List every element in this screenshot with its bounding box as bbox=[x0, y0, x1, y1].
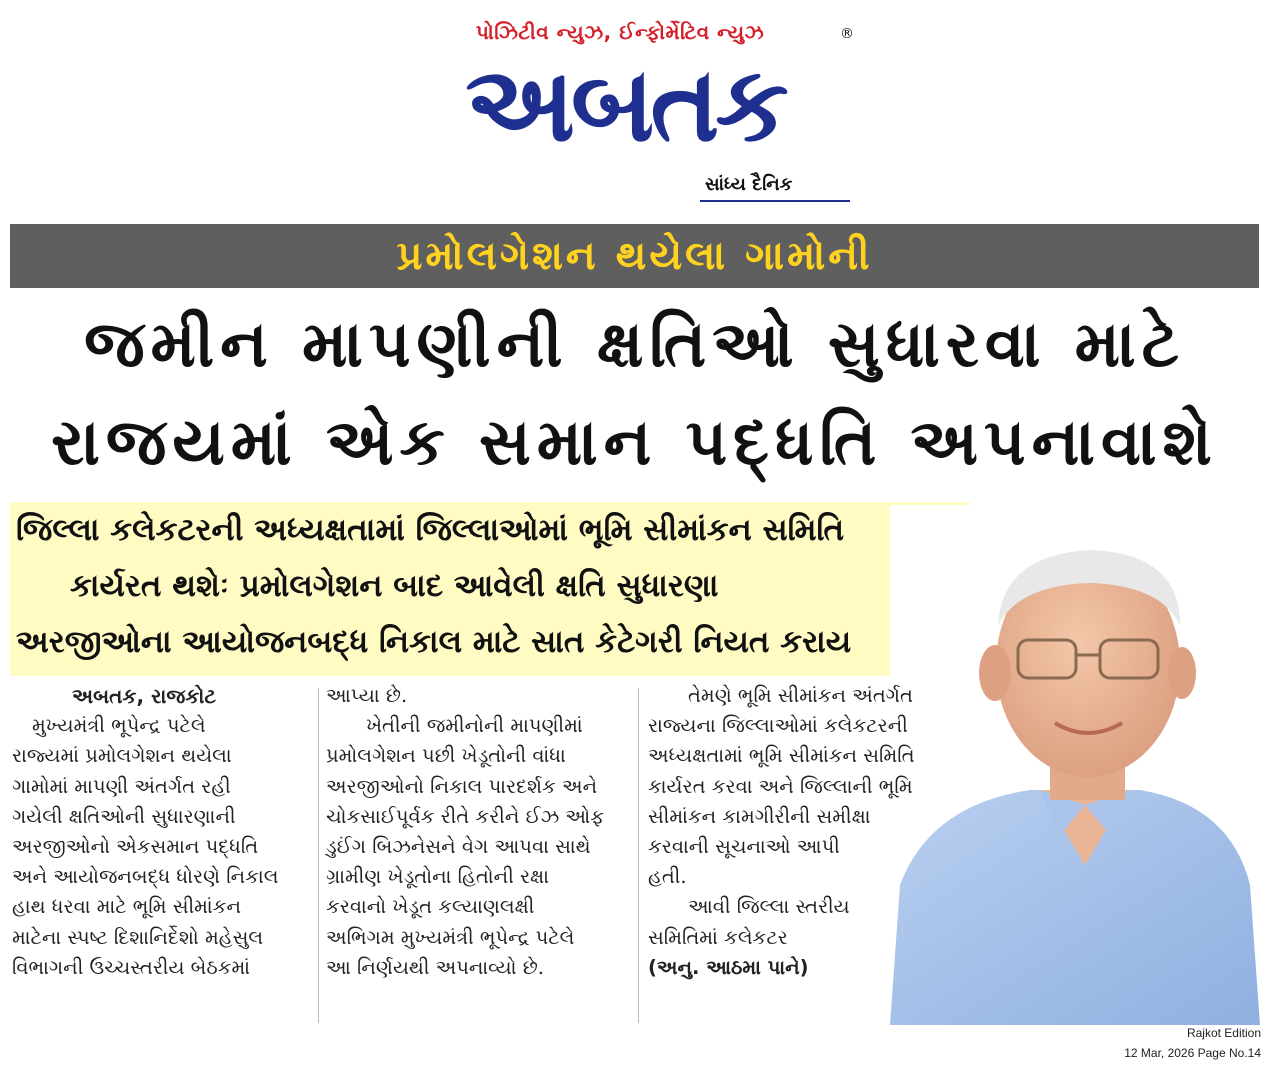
column-3-line: સમિતિમાં કલેકટર bbox=[648, 925, 788, 949]
column-2-line: પ્રમોલગેશન પછી ખેડૂતોની વાંધા bbox=[326, 744, 566, 768]
date-page-label: 12 Mar, 2026 Page No.14 bbox=[1124, 1046, 1261, 1060]
column-2-line: ખેતીની જમીનોની માપણીમાં bbox=[366, 714, 583, 738]
column-1-line: ગયેલી ક્ષતિઓની સુધારણાની bbox=[12, 804, 236, 828]
registered-mark: ® bbox=[840, 26, 854, 42]
logo-wordmark bbox=[415, 46, 835, 162]
article-column-2 bbox=[326, 681, 626, 983]
column-1-line: રાજ્યમાં પ્રમોલગેશન થયેલા bbox=[12, 744, 232, 768]
headline-line-2: રાજયમાં એક સમાન પદ્ધતિ અપનાવાશે bbox=[51, 406, 1218, 480]
subheadline-box bbox=[10, 502, 970, 676]
masthead-tagline: પોઝિટીવ ન્યુઝ, ઈન્ફોર્મેટિવ ન્યુઝ bbox=[475, 20, 765, 44]
column-1-line: મુખ્યમંત્રી ભૂપેન્દ્ર પટેલે bbox=[32, 714, 206, 738]
headline bbox=[10, 296, 1259, 492]
column-2-line: આ નિર્ણયથી અપનાવ્યો છે. bbox=[326, 955, 544, 979]
headline-line-1: જમીન માપણીની ક્ષતિઓ સુધારવા માટે bbox=[84, 308, 1185, 382]
column-2-line: અરજીઓનો નિકાલ પારદર્શક અને bbox=[326, 774, 598, 798]
column-2-line: ગ્રામીણ ખેડૂતોના હિતોની રક્ષા bbox=[326, 865, 549, 889]
column-2-line: આપ્યા છે. bbox=[326, 684, 408, 707]
column-1-line: ગામોમાં માપણી અંતર્ગત રહી bbox=[12, 774, 231, 798]
column-3-line: કરવાની સૂચનાઓ આપી bbox=[648, 835, 840, 859]
column-3-line: હતી. bbox=[648, 865, 687, 889]
kicker-band bbox=[10, 224, 1259, 288]
column-1-line: અરજીઓનો એકસમાન પદ્ધતિ bbox=[12, 835, 259, 859]
column-2-line: ડુઈંગ બિઝનેસને વેગ આપવા સાથે bbox=[326, 835, 591, 859]
column-2-line: ચોકસાઈપૂર્વક રીતે કરીને ઈઝ ઓફ bbox=[326, 804, 605, 828]
article-column-3 bbox=[648, 681, 948, 983]
column-1-line: વિભાગની ઉચ્ચસ્તરીય બેઠકમાં bbox=[12, 955, 250, 979]
subhead-line-2: કાર્યરત થશેઃ પ્રમોલગેશન બાદ આવેલી ક્ષતિ સુધારણા bbox=[70, 568, 719, 604]
subhead-line-1: જિલ્લા કલેકટરની અધ્યક્ષતામાં જિલ્લાઓમાં ભૂમિ સીમાંકન સમિતિ bbox=[16, 512, 845, 548]
column-3-line: તેમણે ભૂમિ સીમાંકન અંતર્ગત bbox=[688, 684, 913, 707]
column-3-line: રાજ્યના જિલ્લાઓમાં કલેકટરની bbox=[648, 714, 908, 738]
dateline: અબતક, રાજકોટ bbox=[72, 684, 217, 708]
column-2-line: કરવાનો ખેડૂત કલ્યાણલક્ષી bbox=[326, 895, 535, 919]
newspaper-logo bbox=[415, 46, 835, 162]
subhead-line-3: અરજીઓના આયોજનબદ્ધ નિકાલ માટે સાત કેટેગરી નિયત કરાય bbox=[16, 624, 852, 660]
column-3-line: સીમાંકન કામગીરીની સમીક્ષા bbox=[648, 804, 871, 828]
column-3-line: આવી જિલ્લા સ્તરીય bbox=[688, 895, 850, 919]
column-1-line: અને આયોજનબદ્ધ ધોરણે નિકાલ bbox=[12, 865, 279, 889]
edition-label: Rajkot Edition bbox=[1186, 1026, 1261, 1040]
column-divider bbox=[318, 688, 319, 1023]
masthead-subtitle: સાંધ્ય દૈનિક bbox=[705, 174, 793, 195]
column-divider bbox=[638, 688, 639, 1023]
article-column-1 bbox=[12, 681, 312, 983]
column-3-line: કાર્યરત કરવા અને જિલ્લાની ભૂમિ bbox=[648, 774, 913, 798]
svg-text:અબતક: અબતક bbox=[465, 46, 785, 162]
masthead-underline bbox=[700, 200, 850, 202]
column-1-line: માટેના સ્પષ્ટ દિશાનિર્દેશો મહેસુલ bbox=[12, 925, 264, 949]
column-2-line: અભિગમ મુખ્યમંત્રી ભૂપેન્દ્ર પટેલે bbox=[326, 925, 575, 949]
column-3-line: અધ્યક્ષતામાં ભૂમિ સીમાંકન સમિતિ bbox=[648, 744, 915, 768]
continued-on-page-link[interactable]: (અનુ. આઠમા પાને) bbox=[648, 955, 809, 979]
column-1-line: હાથ ધરવા માટે ભૂમિ સીમાંકન bbox=[12, 895, 241, 919]
kicker-text: પ્રમોલગેશન થયેલા ગામોની bbox=[396, 233, 873, 279]
